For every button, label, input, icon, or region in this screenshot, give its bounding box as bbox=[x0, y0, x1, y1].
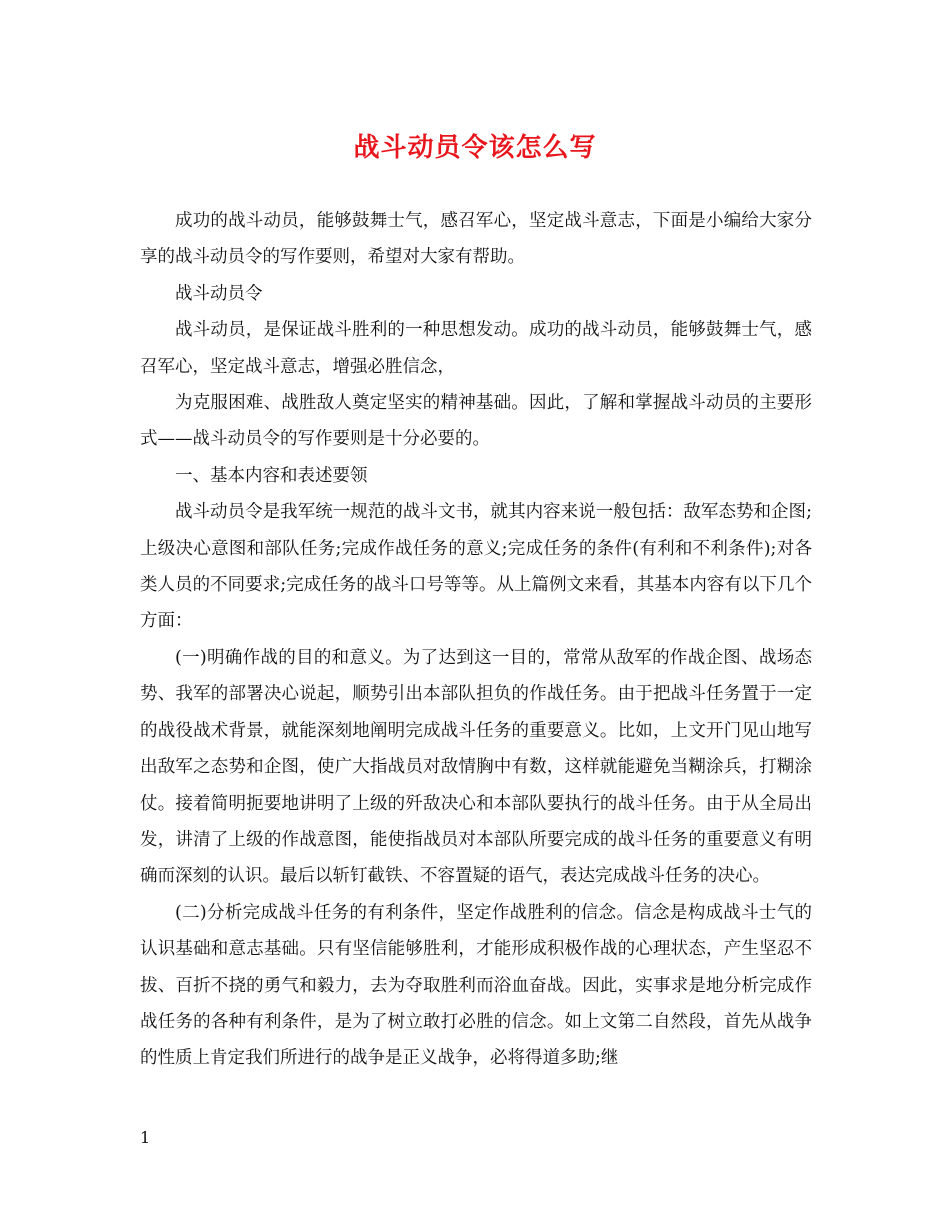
section-heading: 战斗动员令 bbox=[175, 283, 263, 304]
paragraph: (一)明确作战的目的和意义。为了达到这一目的，常常从敌军的作战企图、战场态势、我军的部署决心说起，顺势引出本部队担负的作战任务。由于把战斗任务置于一定的战役战术背景，就能深刻地阐明完成战斗任务的重要意义。比如，上文开门见山地写出敌军之态势和企图，使广大指战员对敌情胸中有数，这样就能避免当糊涂兵，打糊涂仗。接着简明扼要地讲明了上级的歼敌决心和本部队要执行的战斗任务。由于从全局出发，讲清了上级的作战意图，能使指战员对本部队所要完成的战斗任务的重要意义有明确而深刻的认识。最后以斩钉截铁、不容置疑的语气，表达完成战斗任务的决心。 bbox=[140, 647, 812, 887]
paragraph: 成功的战斗动员，能够鼓舞士气，感召军心，坚定战斗意志，下面是小编给大家分享的战斗动员令的写作要则，希望对大家有帮助。 bbox=[140, 211, 812, 268]
section-heading: 一、基本内容和表述要领 bbox=[175, 465, 368, 486]
paragraph: (二)分析完成战斗任务的有利条件，坚定作战胜利的信念。信念是构成战斗士气的认识基础和意志基础。只有坚信能够胜利，才能形成积极作战的心理状态，产生坚忍不拔、百折不挠的勇气和毅力，去为夺取胜利而浴血奋战。因此，实事求是地分析完成作战任务的各种有利条件，是为了树立敢打必胜的信念。如上文第二自然段，首先从战争的性质上肯定我们所进行的战争是正义战争，必将得道多助;继 bbox=[140, 902, 812, 1069]
paragraph: 战斗动员令是我军统一规范的战斗文书，就其内容来说一般包括：敌军态势和企图;上级决心意图和部队任务;完成作战任务的意义;完成任务的条件(有利和不利条件);对各类人员的不同要求;完成任务的战斗口号等等。从上篇例文来看，其基本内容有以下几个方面： bbox=[140, 502, 812, 632]
document-title: 战斗动员令该怎么写 bbox=[353, 133, 597, 163]
paragraph: 为克服困难、战胜敌人奠定坚实的精神基础。因此，了解和掌握战斗动员的主要形式——战斗动员令的写作要则是十分必要的。 bbox=[140, 393, 812, 450]
page-number: 1 bbox=[140, 1128, 151, 1147]
paragraph: 战斗动员，是保证战斗胜利的一种思想发动。成功的战斗动员，能够鼓舞士气，感召军心，坚定战斗意志，增强必胜信念， bbox=[140, 320, 812, 377]
document-body bbox=[140, 203, 812, 1077]
